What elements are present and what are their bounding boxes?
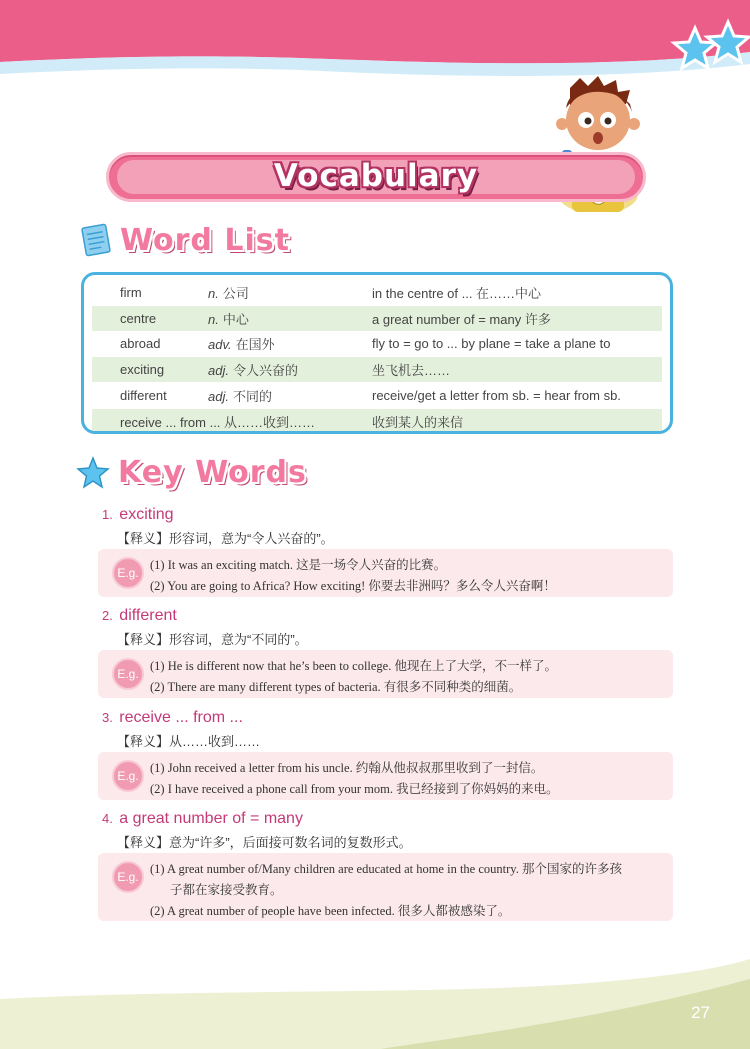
key-word-heading: 4. a great number of = many	[102, 810, 303, 827]
vocabulary-banner	[106, 152, 646, 202]
page-number: 27	[691, 1003, 710, 1022]
page-title: Vocabulary	[273, 158, 479, 194]
key-word-heading: 3. receive ... from ...	[102, 709, 243, 726]
example-badge: E.g.	[112, 557, 144, 589]
example-sentence: (2) You are going to Africa? How exciting! 你要去非洲吗？多么令人兴奋啊！	[150, 579, 556, 593]
example-badge: E.g.	[112, 861, 144, 893]
table-row: different adj. 不同的 receive/get a letter from sb. = hear from sb.	[92, 383, 662, 409]
notebook-icon	[78, 222, 114, 258]
example-sentence: (2) A great number of people have been infected. 很多人都被感染了。	[150, 904, 511, 918]
example-badge: E.g.	[112, 760, 144, 792]
bottom-decorative-band	[0, 959, 750, 1049]
key-word-definition: 【释义】从……收到……	[117, 734, 261, 749]
example-box	[98, 752, 673, 800]
table-row: receive ... from ... 从……收到…… 收到某人的来信	[92, 409, 662, 434]
table-row: abroad adv. 在国外 fly to = go to ... by plane = take a plane to	[92, 332, 662, 358]
table-row: centre n. 中心 a great number of = many 许多	[92, 306, 662, 332]
example-badge: E.g.	[112, 658, 144, 690]
table-row: exciting adj. 令人兴奋的 坐飞机去……	[92, 357, 662, 383]
key-word-definition: 【释义】形容词，意为“不同的”。	[117, 632, 308, 647]
key-words-header	[76, 455, 307, 490]
key-word-definition: 【释义】意为“许多”，后面接可数名词的复数形式。	[117, 835, 412, 850]
key-word-definition: 【释义】形容词，意为“令人兴奋的”。	[117, 531, 334, 546]
table-row: firm n. 公司 in the centre of ... 在……中心	[92, 280, 662, 306]
example-sentence: (1) He is different now that he’s been to college. 他现在上了大学，不一样了。	[150, 659, 557, 673]
example-sentence: (2) I have received a phone call from your mom. 我已经接到了你妈妈的来电。	[150, 782, 559, 796]
example-sentence: (1) A great number of/Many children are educated at home in the country. 那个国家的许多孩	[150, 862, 622, 876]
key-words-title: Key Words	[118, 455, 307, 490]
word-list-table	[81, 272, 673, 434]
example-sentence: (1) John received a letter from his uncle. 约翰从他叔叔那里收到了一封信。	[150, 761, 544, 775]
example-sentence: (1) It was an exciting match. 这是一场令人兴奋的比赛。	[150, 558, 447, 572]
example-box	[98, 650, 673, 698]
key-word-heading: 2. different	[102, 607, 177, 624]
word-list-header	[78, 222, 290, 258]
example-box	[98, 549, 673, 597]
example-sentence: (2) There are many different types of bacteria. 有很多不同种类的细菌。	[150, 680, 522, 694]
word-list-title: Word List	[120, 222, 290, 258]
key-word-heading: 1. exciting	[102, 506, 174, 523]
star-icon	[76, 456, 110, 490]
example-sentence: 子都在家接受教育。	[170, 883, 283, 897]
example-box	[98, 853, 673, 921]
